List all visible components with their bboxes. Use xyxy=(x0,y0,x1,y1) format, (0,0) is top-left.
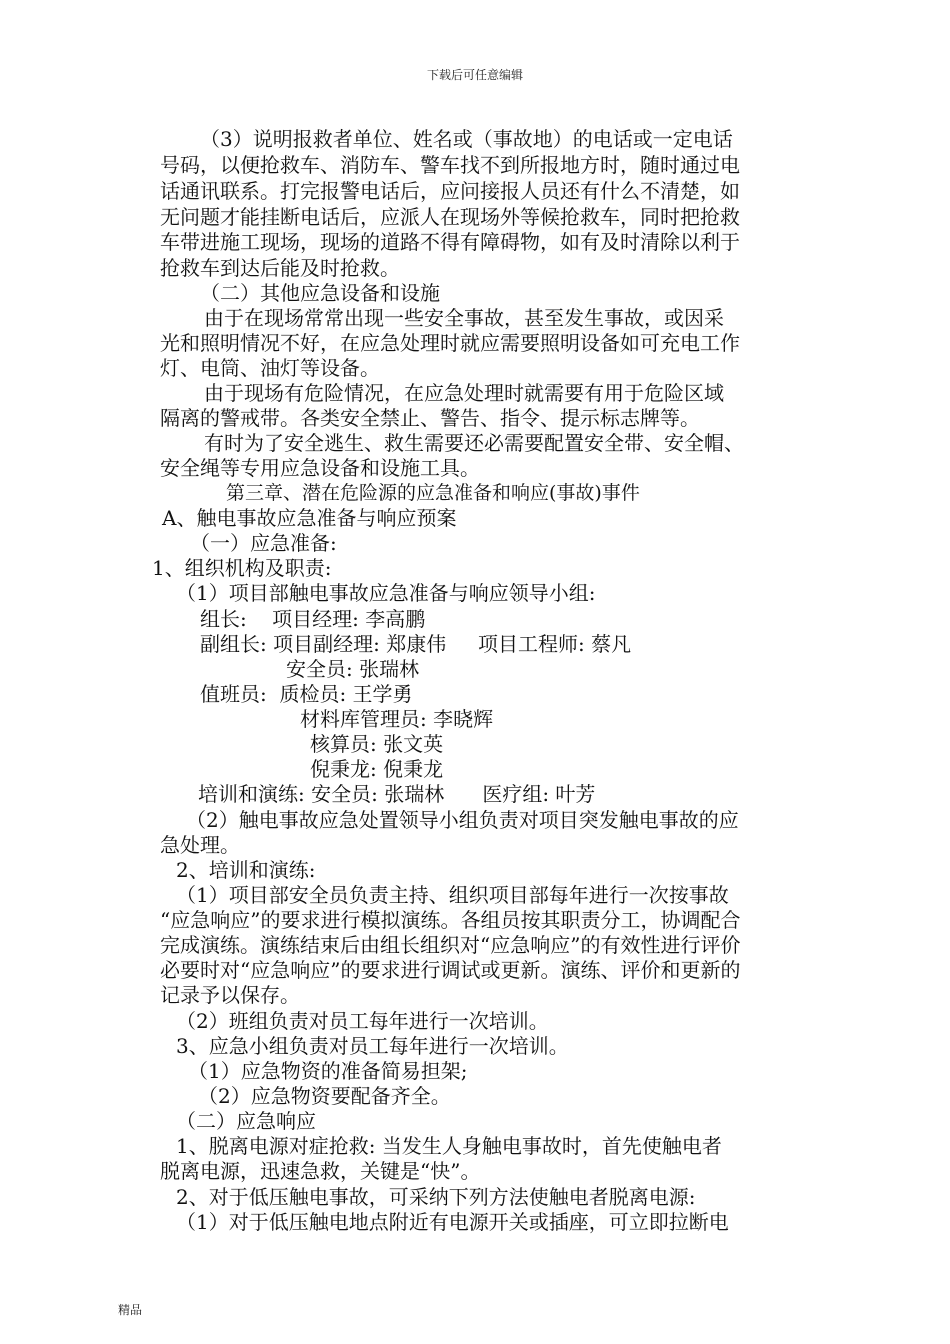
paragraph-line: 2、对于低压触电事故，可采纳下列方法使触电者脱离电源: xyxy=(176,1185,696,1209)
roster-line: 组长: 项目经理: 李高鹏 xyxy=(200,607,426,631)
roster-line: 材料库管理员: 李晓辉 xyxy=(300,707,494,731)
section-heading: （二）其他应急设备和设施 xyxy=(200,281,440,305)
paragraph-line: 无问题才能挂断电话后，应派人在现场外等候抢救车，同时把抢救 xyxy=(160,205,740,229)
paragraph-line: 脱离电源，迅速急救，关键是“快”。 xyxy=(160,1159,481,1183)
paragraph-line: 必要时对“应急响应”的要求进行调试或更新。演练、评价和更新的 xyxy=(160,958,741,982)
section-heading: （二）应急响应 xyxy=(176,1109,316,1133)
paragraph-line: 完成演练。演练结束后由组长组织对“应急响应”的有效性进行评价 xyxy=(160,933,741,957)
roster-line: 值班员: 质检员: 王学勇 xyxy=(200,682,413,706)
paragraph-line: （3）说明报救者单位、姓名或（事故地）的电话或一定电话 xyxy=(200,127,733,151)
paragraph-line: 话通讯联系。打完报警电话后，应问接报人员还有什么不清楚，如 xyxy=(160,179,740,203)
paragraph-line: 灯、电筒、油灯等设备。 xyxy=(160,356,380,380)
paragraph-line: 由于在现场常常出现一些安全事故，甚至发生事故，或因采 xyxy=(204,306,724,330)
chapter-heading: 第三章、潜在危险源的应急准备和响应(事故)事件 xyxy=(226,482,640,504)
page-header: 下载后可任意编辑 xyxy=(426,68,523,82)
paragraph-line: （2）触电事故应急处置领导小组负责对项目突发触电事故的应 xyxy=(186,808,739,832)
section-heading: A、触电事故应急准备与响应预案 xyxy=(162,506,457,530)
roster-line: 培训和演练: 安全员: 张瑞林 医疗组: 叶芳 xyxy=(198,782,596,806)
paragraph-line: 车带进施工现场，现场的道路不得有障碍物，如有及时清除以利于 xyxy=(160,230,740,254)
paragraph-line: 记录予以保存。 xyxy=(160,983,300,1007)
paragraph-line: （1）项目部安全员负责主持、组织项目部每年进行一次按事故 xyxy=(176,883,729,907)
paragraph-line: （2）班组负责对员工每年进行一次培训。 xyxy=(176,1009,549,1033)
roster-line: 倪秉龙: 倪秉龙 xyxy=(310,757,444,781)
paragraph-line: 抢救车到达后能及时抢救。 xyxy=(160,256,400,280)
paragraph-line: 光和照明情况不好，在应急处理时就应需要照明设备如可充电工作 xyxy=(160,331,740,355)
paragraph-line: 由于现场有危险情况，在应急处理时就需要有用于危险区域 xyxy=(204,381,724,405)
section-heading: 2、培训和演练: xyxy=(176,858,316,882)
paragraph-line: （1）项目部触电事故应急准备与响应领导小组: xyxy=(176,581,596,605)
paragraph-line: 隔离的警戒带。各类安全禁止、警告、指令、提示标志牌等。 xyxy=(160,406,700,430)
paragraph-line: “应急响应”的要求进行模拟演练。各组员按其职责分工，协调配合 xyxy=(160,908,741,932)
paragraph-line: 号码，以便抢救车、消防车、警车找不到所报地方时，随时通过电 xyxy=(160,153,740,177)
section-heading: 1、组织机构及职责: xyxy=(152,556,332,580)
paragraph-line: 急处理。 xyxy=(160,833,240,857)
roster-line: 核算员: 张文英 xyxy=(310,732,444,756)
paragraph-line: （1）应急物资的准备简易担架; xyxy=(188,1059,468,1083)
paragraph-line: （2）应急物资要配备齐全。 xyxy=(198,1084,451,1108)
paragraph-line: 1、脱离电源对症抢救: 当发生人身触电事故时，首先使触电者 xyxy=(176,1134,722,1158)
page-footer: 精品 xyxy=(118,1303,143,1317)
paragraph-line: （1）对于低压触电地点附近有电源开关或插座，可立即拉断电 xyxy=(176,1210,729,1234)
section-heading: （一）应急准备: xyxy=(190,531,337,555)
paragraph-line: 安全绳等专用应急设备和设施工具。 xyxy=(160,456,480,480)
roster-line: 副组长: 项目副经理: 郑康伟 项目工程师: 蔡凡 xyxy=(200,632,632,656)
section-heading: 3、应急小组负责对员工每年进行一次培训。 xyxy=(176,1034,569,1058)
paragraph-line: 有时为了安全逃生、救生需要还必需要配置安全带、安全帽、 xyxy=(204,431,744,455)
roster-line: 安全员: 张瑞林 xyxy=(286,657,420,681)
